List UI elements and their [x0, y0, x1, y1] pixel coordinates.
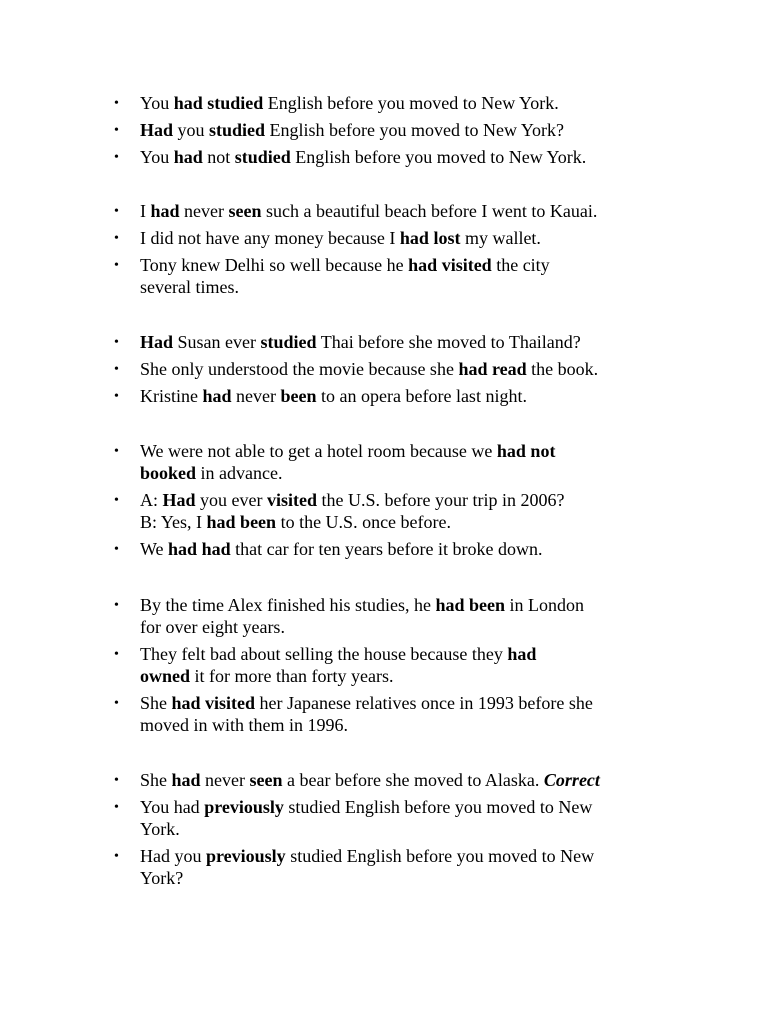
- plain-text: You: [140, 147, 174, 167]
- bold-text: had been: [206, 512, 277, 532]
- list-item-text: [140, 692, 712, 736]
- bullet-icon: •: [114, 335, 119, 350]
- plain-text: English before you moved to New York.: [263, 93, 559, 113]
- plain-text: never: [231, 386, 281, 406]
- bold-text: seen: [249, 770, 283, 790]
- list-item: [112, 769, 712, 791]
- plain-text: studied English before you moved to New: [283, 797, 593, 817]
- bullet-icon: •: [114, 389, 119, 404]
- list-item: [112, 538, 712, 560]
- plain-text: They felt bad about selling the house because they: [140, 644, 508, 664]
- list-item: [112, 227, 712, 249]
- list-item: [112, 119, 712, 141]
- plain-text: in London: [505, 595, 585, 615]
- text-line: [140, 796, 712, 818]
- list-item: [112, 845, 712, 889]
- text-line: [140, 769, 712, 791]
- text-line: [140, 462, 712, 484]
- list-item: [112, 692, 712, 736]
- bold-text: booked: [140, 463, 197, 483]
- bold-text: had had: [168, 539, 231, 559]
- bold-text: had: [507, 644, 537, 664]
- plain-text: for over eight years.: [140, 617, 285, 637]
- text-line: [140, 200, 712, 222]
- bold-text: had lost: [399, 228, 461, 248]
- plain-text: such a beautiful beach before I went to Kauai.: [261, 201, 598, 221]
- list-item-text: [140, 769, 712, 791]
- text-line: [140, 538, 712, 560]
- bullet-icon: •: [114, 123, 119, 138]
- list-item-text: [140, 358, 712, 380]
- bold-text: studied: [209, 120, 266, 140]
- plain-text: the book.: [526, 359, 599, 379]
- plain-text: the U.S. before your trip in 2006?: [317, 490, 565, 510]
- list-item: [112, 358, 712, 380]
- plain-text: several times.: [140, 277, 239, 297]
- bold-text: had: [173, 147, 203, 167]
- plain-text: moved in with them in 1996.: [140, 715, 348, 735]
- plain-text: never: [200, 770, 250, 790]
- list-item: [112, 643, 712, 687]
- bold-text: studied: [234, 147, 291, 167]
- list-item: [112, 254, 712, 298]
- plain-text: not: [202, 147, 235, 167]
- plain-text: Kristine: [140, 386, 203, 406]
- list-item-text: [140, 331, 712, 353]
- bold-text: had visited: [171, 693, 256, 713]
- list-item-text: [140, 440, 712, 484]
- plain-text: a bear before she moved to Alaska.: [282, 770, 544, 790]
- bullet-icon: •: [114, 773, 119, 788]
- plain-text: English before you moved to New York.: [290, 147, 587, 167]
- bullet-group-6: [112, 769, 712, 894]
- plain-text: I did not have any money because I: [140, 228, 400, 248]
- plain-text: my wallet.: [460, 228, 541, 248]
- bullet-icon: •: [114, 96, 119, 111]
- text-line: [140, 146, 712, 168]
- bullet-icon: •: [114, 696, 119, 711]
- bold-text: [544, 770, 600, 790]
- bold-text: Had: [140, 120, 174, 140]
- bullet-icon: •: [114, 849, 119, 864]
- bold-text: previously: [204, 797, 284, 817]
- bold-text: been: [280, 386, 317, 406]
- list-item-text: [140, 594, 712, 638]
- plain-text: I: [140, 201, 151, 221]
- text-line: [140, 616, 712, 638]
- text-line: [140, 358, 712, 380]
- list-item-text: [140, 385, 712, 407]
- emphasis-text: Correct: [543, 770, 600, 790]
- plain-text: Thai before she moved to Thailand?: [316, 332, 581, 352]
- bold-text: had read: [458, 359, 527, 379]
- text-line: [140, 714, 712, 736]
- list-item: [112, 146, 712, 168]
- plain-text: B: Yes, I: [140, 512, 207, 532]
- list-item-text: [140, 227, 712, 249]
- bullet-icon: •: [114, 231, 119, 246]
- text-line: [140, 845, 712, 867]
- plain-text: By the time Alex finished his studies, he: [140, 595, 436, 615]
- bullet-group-1: [112, 92, 712, 173]
- text-line: [140, 385, 712, 407]
- plain-text: Susan ever: [173, 332, 261, 352]
- bullet-icon: •: [114, 258, 119, 273]
- text-line: [140, 254, 712, 276]
- plain-text: to the U.S. once before.: [276, 512, 452, 532]
- bold-text: seen: [228, 201, 262, 221]
- bullet-icon: •: [114, 647, 119, 662]
- bullet-icon: •: [114, 800, 119, 815]
- plain-text: We: [140, 539, 169, 559]
- bullet-group-4: [112, 440, 712, 565]
- bullet-group-5: [112, 594, 712, 741]
- text-line: [140, 643, 712, 665]
- list-item-text: [140, 92, 712, 114]
- plain-text: She only understood the movie because she: [140, 359, 459, 379]
- bold-text: had been: [435, 595, 506, 615]
- plain-text: in advance.: [196, 463, 283, 483]
- plain-text: you: [173, 120, 210, 140]
- text-line: [140, 331, 712, 353]
- bold-text: Had: [162, 490, 196, 510]
- plain-text: her Japanese relatives once in 1993 before she: [255, 693, 593, 713]
- bullet-icon: •: [114, 204, 119, 219]
- list-item-text: [140, 254, 712, 298]
- list-item: [112, 200, 712, 222]
- plain-text: studied English before you moved to New: [285, 846, 595, 866]
- bullet-group-3: [112, 331, 712, 412]
- bullet-icon: •: [114, 362, 119, 377]
- bold-text: had visited: [408, 255, 492, 275]
- text-line: [140, 227, 712, 249]
- list-item: [112, 796, 712, 840]
- bullet-icon: •: [114, 598, 119, 613]
- list-item-text: [140, 796, 712, 840]
- list-item-text: [140, 538, 712, 560]
- list-item: [112, 489, 712, 533]
- plain-text: We were not able to get a hotel room because we: [140, 441, 497, 461]
- text-line: [140, 440, 712, 462]
- text-line: [140, 511, 712, 533]
- bold-text: visited: [267, 490, 318, 510]
- plain-text: never: [179, 201, 229, 221]
- bullet-icon: •: [114, 493, 119, 508]
- plain-text: it for more than forty years.: [190, 666, 394, 686]
- plain-text: you ever: [195, 490, 267, 510]
- text-line: [140, 867, 712, 889]
- bold-text: had: [150, 201, 180, 221]
- list-item: [112, 92, 712, 114]
- bold-text: had: [202, 386, 232, 406]
- plain-text: York?: [140, 868, 184, 888]
- bullet-icon: •: [114, 150, 119, 165]
- bold-text: had: [171, 770, 201, 790]
- plain-text: She: [140, 770, 172, 790]
- plain-text: York.: [140, 819, 180, 839]
- list-item-text: [140, 119, 712, 141]
- text-line: [140, 119, 712, 141]
- bullet-icon: •: [114, 542, 119, 557]
- bold-text: owned: [140, 666, 191, 686]
- list-item-text: [140, 146, 712, 168]
- plain-text: English before you moved to New York?: [265, 120, 565, 140]
- bullet-icon: •: [114, 444, 119, 459]
- plain-text: You: [140, 93, 174, 113]
- list-item-text: [140, 489, 712, 533]
- bullet-group-2: [112, 200, 712, 303]
- text-line: [140, 92, 712, 114]
- bold-text: had not: [496, 441, 556, 461]
- text-line: [140, 489, 712, 511]
- plain-text: that car for ten years before it broke down.: [230, 539, 543, 559]
- plain-text: You had: [140, 797, 205, 817]
- bold-text: previously: [206, 846, 286, 866]
- list-item-text: [140, 643, 712, 687]
- list-item: [112, 331, 712, 353]
- bold-text: studied: [260, 332, 317, 352]
- text-line: [140, 665, 712, 687]
- text-line: [140, 594, 712, 616]
- bold-text: Had: [140, 332, 174, 352]
- plain-text: to an opera before last night.: [316, 386, 527, 406]
- plain-text: A:: [140, 490, 163, 510]
- list-item: [112, 385, 712, 407]
- plain-text: the city: [491, 255, 550, 275]
- text-line: [140, 276, 712, 298]
- list-item-text: [140, 200, 712, 222]
- text-line: [140, 692, 712, 714]
- list-item: [112, 440, 712, 484]
- bold-text: had studied: [173, 93, 264, 113]
- plain-text: Had you: [140, 846, 206, 866]
- plain-text: She: [140, 693, 172, 713]
- plain-text: Tony knew Delhi so well because he: [140, 255, 409, 275]
- text-line: [140, 818, 712, 840]
- list-item-text: [140, 845, 712, 889]
- list-item: [112, 594, 712, 638]
